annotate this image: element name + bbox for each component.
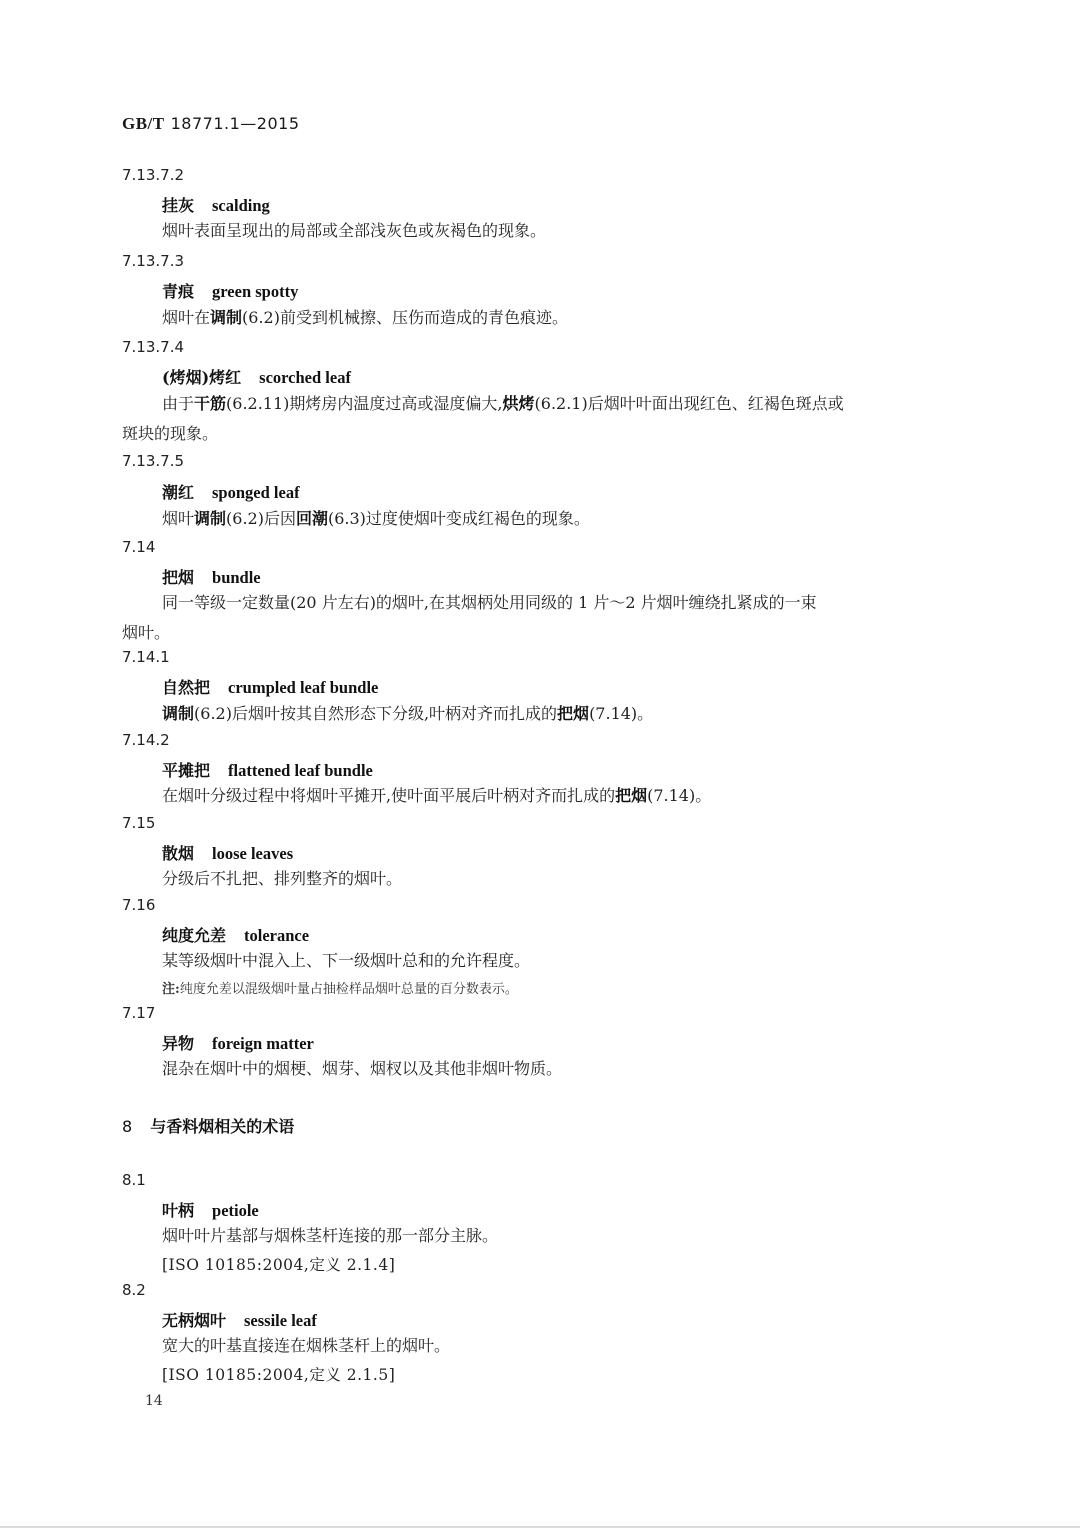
section-heading: [122, 1114, 294, 1137]
cross-ref-term: 把烟: [557, 704, 590, 723]
term-definition: 烟叶在调制(6.2)前受到机械擦、压伤而造成的青色痕迹。: [162, 308, 568, 327]
term-en: scalding: [212, 196, 270, 215]
section-title: 与香料烟相关的术语: [150, 1117, 295, 1136]
term-en: bundle: [212, 568, 261, 587]
term-zh: 异物: [162, 1034, 195, 1053]
term-heading: [162, 675, 378, 698]
term-en: foreign matter: [212, 1034, 314, 1053]
note-label: 注:: [162, 982, 180, 997]
term-heading: [162, 923, 309, 946]
clause-number: 8.2: [122, 1281, 146, 1299]
cross-ref-term: 烘烤: [502, 394, 535, 413]
section-number: 8: [122, 1117, 133, 1136]
term-definition: 某等级烟叶中混入上、下一级烟叶总和的允许程度。: [162, 951, 531, 970]
cross-ref-term: 调制: [194, 509, 227, 528]
clause-number: 7.14.2: [122, 731, 170, 749]
term-definition: 宽大的叶基直接连在烟株茎杆上的烟叶。: [162, 1336, 451, 1355]
term-zh: 自然把: [162, 678, 211, 697]
term-heading: [162, 1198, 259, 1221]
term-zh: 挂灰: [162, 196, 195, 215]
cross-ref-term: 调制: [162, 704, 195, 723]
document-code: [122, 114, 300, 134]
clause-number: 7.13.7.4: [122, 338, 185, 356]
source-reference: [ISO 10185:2004,定义 2.1.4]: [162, 1256, 396, 1274]
clause-number: 7.16: [122, 896, 156, 914]
term-heading: [162, 365, 351, 388]
term-heading: [162, 1031, 314, 1054]
term-en: flattened leaf bundle: [228, 761, 373, 780]
term-definition-continued: 斑块的现象。: [122, 424, 219, 443]
term-definition: 调制(6.2)后烟叶按其自然形态下分级,叶柄对齐而扎成的把烟(7.14)。: [162, 704, 654, 723]
term-en: crumpled leaf bundle: [228, 678, 379, 697]
term-definition: 混杂在烟叶中的烟梗、烟芽、烟杈以及其他非烟叶物质。: [162, 1059, 563, 1078]
cross-ref-term: 调制: [210, 308, 243, 327]
term-zh: 无柄烟叶: [162, 1311, 227, 1330]
note: [162, 978, 518, 997]
term-zh: 潮红: [162, 483, 195, 502]
cross-ref-term: 回潮: [295, 509, 328, 528]
term-definition: 烟叶表面呈现出的局部或全部浅灰色或灰褐色的现象。: [162, 221, 547, 240]
doc-prefix: GB/T: [122, 114, 165, 133]
term-zh: 纯度允差: [162, 926, 227, 945]
doc-number: 18771.1—2015: [170, 114, 300, 133]
term-definition: 烟叶叶片基部与烟株茎杆连接的那一部分主脉。: [162, 1226, 499, 1245]
term-en: sponged leaf: [212, 483, 300, 502]
clause-number: 7.14.1: [122, 648, 170, 666]
term-definition-continued: 烟叶。: [122, 623, 171, 642]
term-zh: 把烟: [162, 568, 195, 587]
note-text: 纯度允差以混级烟叶量占抽检样品烟叶总量的百分数表示。: [179, 982, 518, 997]
term-heading: [162, 758, 373, 781]
term-zh: 青痕: [162, 282, 195, 301]
term-heading: [162, 841, 293, 864]
term-definition: 在烟叶分级过程中将烟叶平摊开,使叶面平展后叶柄对齐而扎成的把烟(7.14)。: [162, 786, 712, 805]
clause-number: 8.1: [122, 1171, 146, 1189]
page-number: 14: [145, 1393, 163, 1409]
term-en: tolerance: [244, 926, 310, 945]
term-zh: 叶柄: [162, 1201, 195, 1220]
term-en: petiole: [212, 1201, 259, 1220]
term-en: green spotty: [212, 282, 299, 301]
cross-ref-term: 干筋: [194, 394, 227, 413]
clause-number: 7.15: [122, 814, 156, 832]
term-heading: [162, 480, 300, 503]
term-definition: 分级后不扎把、排列整齐的烟叶。: [162, 869, 403, 888]
term-zh: 散烟: [162, 844, 195, 863]
term-heading: [162, 193, 270, 216]
clause-number: 7.17: [122, 1004, 156, 1022]
clause-number: 7.13.7.5: [122, 452, 185, 470]
cross-ref-term: 把烟: [615, 786, 648, 805]
term-zh: 平摊把: [162, 761, 211, 780]
clause-number: 7.14: [122, 538, 156, 556]
term-en: scorched leaf: [259, 368, 351, 387]
term-heading: [162, 565, 261, 588]
source-reference: [ISO 10185:2004,定义 2.1.5]: [162, 1366, 396, 1384]
term-heading: [162, 1308, 317, 1331]
term-en: sessile leaf: [244, 1311, 317, 1330]
term-definition: 同一等级一定数量(20 片左右)的烟叶,在其烟柄处用同级的 1 片～2 片烟叶缠绕扎紧成的一束: [162, 593, 817, 612]
term-heading: [162, 279, 298, 302]
term-definition: 烟叶调制(6.2)后因回潮(6.3)过度使烟叶变成红褐色的现象。: [162, 509, 590, 528]
term-en: loose leaves: [212, 844, 294, 863]
term-definition: 由于干筋(6.2.11)期烤房内温度过高或湿度偏大,烘烤(6.2.1)后烟叶叶面出现红色、红褐色斑点或: [162, 394, 844, 413]
clause-number: 7.13.7.3: [122, 252, 185, 270]
clause-number: 7.13.7.2: [122, 166, 185, 184]
term-zh: (烤烟)烤红: [162, 368, 242, 387]
